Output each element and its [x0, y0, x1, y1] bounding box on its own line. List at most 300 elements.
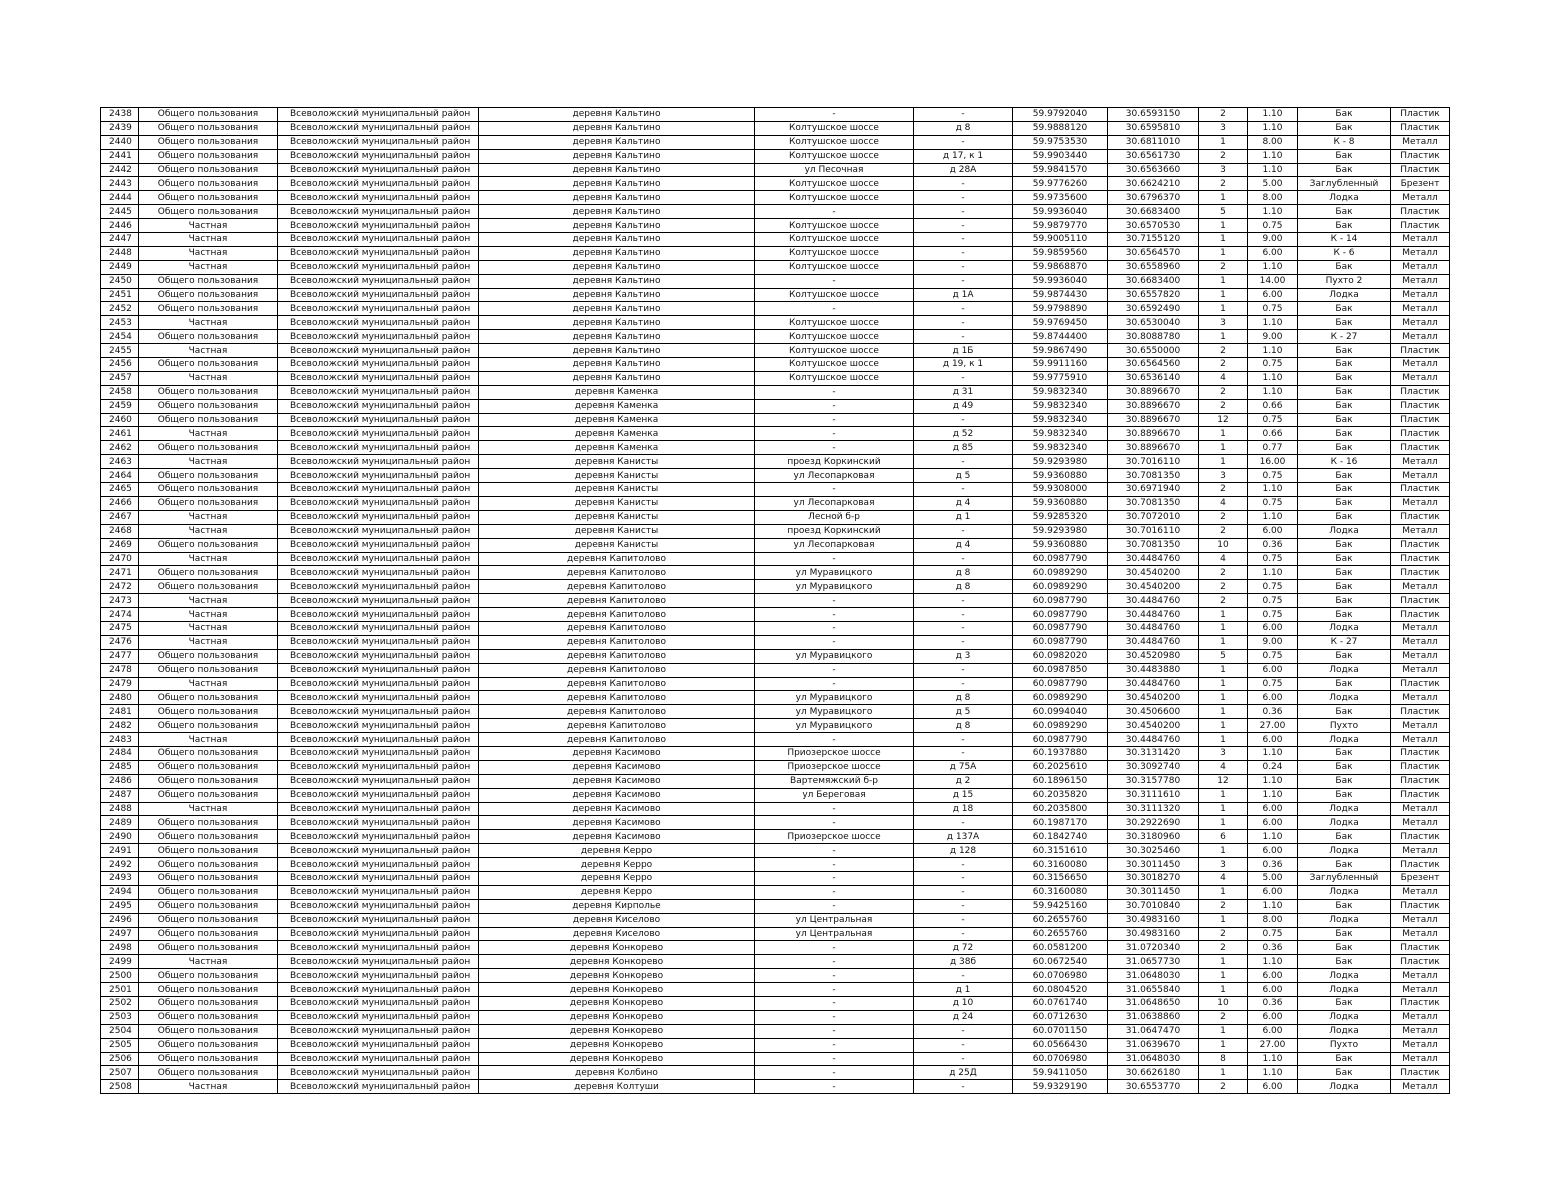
ownership-cell: Общего пользования [139, 274, 278, 288]
container-count-cell: 12 [1199, 413, 1248, 427]
volume-cell: 0.66 [1248, 427, 1298, 441]
container-count-cell: 3 [1199, 469, 1248, 483]
container-count-cell: 1 [1199, 955, 1248, 969]
ownership-cell: Общего пользования [139, 1024, 278, 1038]
ownership-cell: Частная [139, 552, 278, 566]
volume-cell: 6.00 [1248, 983, 1298, 997]
house-cell: - [914, 524, 1013, 538]
ownership-cell: Частная [139, 733, 278, 747]
volume-cell: 5.00 [1248, 871, 1298, 885]
house-cell: д 5 [914, 705, 1013, 719]
latitude-cell: 59.9005110 [1013, 233, 1108, 247]
ownership-cell: Частная [139, 455, 278, 469]
volume-cell: 6.00 [1248, 1010, 1298, 1024]
table-row [101, 455, 1450, 469]
material-cell: Металл [1391, 844, 1450, 858]
latitude-cell: 59.9936040 [1013, 274, 1108, 288]
volume-cell: 1.10 [1248, 121, 1298, 135]
latitude-cell: 60.2655760 [1013, 927, 1108, 941]
table-body [101, 108, 1450, 1094]
street-cell: - [755, 1066, 914, 1080]
container-count-cell: 2 [1199, 385, 1248, 399]
container-type-cell: Лодка [1298, 733, 1391, 747]
ownership-cell: Общего пользования [139, 399, 278, 413]
material-cell: Металл [1391, 913, 1450, 927]
material-cell: Пластик [1391, 1066, 1450, 1080]
settlement-cell: деревня Капитолово [479, 677, 755, 691]
street-cell: ул Центральная [755, 927, 914, 941]
ownership-cell: Частная [139, 316, 278, 330]
material-cell: Пластик [1391, 413, 1450, 427]
longitude-cell: 30.4484760 [1108, 552, 1199, 566]
street-cell: Колтушское шоссе [755, 121, 914, 135]
district-cell: Всеволожский муниципальный район [278, 941, 479, 955]
table-row [101, 621, 1450, 635]
volume-cell: 14.00 [1248, 274, 1298, 288]
container-type-cell: К - 14 [1298, 233, 1391, 247]
container-count-cell: 2 [1199, 358, 1248, 372]
table-row [101, 344, 1450, 358]
volume-cell: 6.00 [1248, 1080, 1298, 1094]
longitude-cell: 30.6593150 [1108, 108, 1199, 122]
container-count-cell: 4 [1199, 371, 1248, 385]
row-number-cell: 2459 [101, 399, 139, 413]
street-cell: ул Песочная [755, 163, 914, 177]
material-cell: Металл [1391, 455, 1450, 469]
ownership-cell: Общего пользования [139, 288, 278, 302]
street-cell: Колтушское шоссе [755, 330, 914, 344]
house-cell: д 8 [914, 719, 1013, 733]
container-count-cell: 1 [1199, 844, 1248, 858]
longitude-cell: 30.3111610 [1108, 788, 1199, 802]
table-row [101, 691, 1450, 705]
container-type-cell: Лодка [1298, 913, 1391, 927]
ownership-cell: Частная [139, 246, 278, 260]
longitude-cell: 30.6595810 [1108, 121, 1199, 135]
house-cell: - [914, 330, 1013, 344]
house-cell: - [914, 635, 1013, 649]
container-type-cell: Лодка [1298, 1080, 1391, 1094]
table-row [101, 649, 1450, 663]
house-cell: д 2 [914, 774, 1013, 788]
street-cell: - [755, 969, 914, 983]
container-count-cell: 2 [1199, 483, 1248, 497]
longitude-cell: 30.6561730 [1108, 149, 1199, 163]
settlement-cell: деревня Канисты [479, 496, 755, 510]
material-cell: Пластик [1391, 483, 1450, 497]
table-row [101, 288, 1450, 302]
longitude-cell: 30.6683400 [1108, 274, 1199, 288]
street-cell: - [755, 997, 914, 1011]
row-number-cell: 2438 [101, 108, 139, 122]
longitude-cell: 30.4983160 [1108, 927, 1199, 941]
ownership-cell: Общего пользования [139, 191, 278, 205]
district-cell: Всеволожский муниципальный район [278, 844, 479, 858]
house-cell: - [914, 191, 1013, 205]
container-count-cell: 1 [1199, 233, 1248, 247]
street-cell: - [755, 955, 914, 969]
district-cell: Всеволожский муниципальный район [278, 524, 479, 538]
material-cell: Пластик [1391, 899, 1450, 913]
settlement-cell: деревня Каменка [479, 441, 755, 455]
material-cell: Брезент [1391, 177, 1450, 191]
latitude-cell: 60.0982020 [1013, 649, 1108, 663]
ownership-cell: Общего пользования [139, 413, 278, 427]
settlement-cell: деревня Керро [479, 858, 755, 872]
row-number-cell: 2485 [101, 760, 139, 774]
container-count-cell: 2 [1199, 594, 1248, 608]
district-cell: Всеволожский муниципальный район [278, 246, 479, 260]
material-cell: Пластик [1391, 774, 1450, 788]
district-cell: Всеволожский муниципальный район [278, 538, 479, 552]
row-number-cell: 2505 [101, 1038, 139, 1052]
container-type-cell: Бак [1298, 566, 1391, 580]
longitude-cell: 30.3092740 [1108, 760, 1199, 774]
longitude-cell: 30.3111320 [1108, 802, 1199, 816]
row-number-cell: 2472 [101, 580, 139, 594]
row-number-cell: 2477 [101, 649, 139, 663]
district-cell: Всеволожский муниципальный район [278, 469, 479, 483]
settlement-cell: деревня Керро [479, 885, 755, 899]
container-type-cell: Бак [1298, 302, 1391, 316]
settlement-cell: деревня Кальтино [479, 163, 755, 177]
settlement-cell: деревня Капитолово [479, 663, 755, 677]
material-cell: Металл [1391, 927, 1450, 941]
container-type-cell: Бак [1298, 705, 1391, 719]
container-type-cell: Бак [1298, 552, 1391, 566]
district-cell: Всеволожский муниципальный район [278, 483, 479, 497]
latitude-cell: 60.2035800 [1013, 802, 1108, 816]
settlement-cell: деревня Капитолово [479, 705, 755, 719]
ownership-cell: Общего пользования [139, 1010, 278, 1024]
material-cell: Металл [1391, 191, 1450, 205]
street-cell: - [755, 1024, 914, 1038]
district-cell: Всеволожский муниципальный район [278, 1080, 479, 1094]
container-type-cell: Лодка [1298, 885, 1391, 899]
row-number-cell: 2484 [101, 746, 139, 760]
volume-cell: 1.10 [1248, 108, 1298, 122]
material-cell: Металл [1391, 274, 1450, 288]
row-number-cell: 2449 [101, 260, 139, 274]
district-cell: Всеволожский муниципальный район [278, 871, 479, 885]
container-count-cell: 1 [1199, 1024, 1248, 1038]
material-cell: Пластик [1391, 830, 1450, 844]
container-type-cell: Бак [1298, 399, 1391, 413]
row-number-cell: 2481 [101, 705, 139, 719]
house-cell: - [914, 969, 1013, 983]
house-cell: д 15 [914, 788, 1013, 802]
district-cell: Всеволожский муниципальный район [278, 358, 479, 372]
latitude-cell: 59.9753530 [1013, 135, 1108, 149]
volume-cell: 0.75 [1248, 677, 1298, 691]
container-type-cell: Бак [1298, 538, 1391, 552]
street-cell: - [755, 635, 914, 649]
table-row [101, 635, 1450, 649]
latitude-cell: 59.9832340 [1013, 385, 1108, 399]
district-cell: Всеволожский муниципальный район [278, 774, 479, 788]
material-cell: Пластик [1391, 441, 1450, 455]
latitude-cell: 59.9936040 [1013, 205, 1108, 219]
table-row [101, 469, 1450, 483]
district-cell: Всеволожский муниципальный район [278, 621, 479, 635]
settlement-cell: деревня Конкорево [479, 969, 755, 983]
row-number-cell: 2490 [101, 830, 139, 844]
settlement-cell: деревня Кальтино [479, 330, 755, 344]
row-number-cell: 2466 [101, 496, 139, 510]
table-row [101, 1066, 1450, 1080]
container-count-cell: 1 [1199, 191, 1248, 205]
container-count-cell: 1 [1199, 1066, 1248, 1080]
district-cell: Всеволожский муниципальный район [278, 413, 479, 427]
container-type-cell: К - 27 [1298, 635, 1391, 649]
container-type-cell: Бак [1298, 496, 1391, 510]
container-count-cell: 1 [1199, 733, 1248, 747]
material-cell: Металл [1391, 246, 1450, 260]
settlement-cell: деревня Кальтино [479, 233, 755, 247]
street-cell: ул Береговая [755, 788, 914, 802]
house-cell: д 10 [914, 997, 1013, 1011]
container-type-cell: Бак [1298, 427, 1391, 441]
settlement-cell: деревня Каменка [479, 399, 755, 413]
container-type-cell: Бак [1298, 580, 1391, 594]
house-cell: - [914, 899, 1013, 913]
longitude-cell: 31.0639670 [1108, 1038, 1199, 1052]
container-type-cell: Бак [1298, 385, 1391, 399]
settlement-cell: деревня Керро [479, 844, 755, 858]
volume-cell: 0.36 [1248, 705, 1298, 719]
ownership-cell: Общего пользования [139, 135, 278, 149]
container-count-cell: 1 [1199, 691, 1248, 705]
table-row [101, 163, 1450, 177]
latitude-cell: 59.9360880 [1013, 496, 1108, 510]
container-count-cell: 3 [1199, 746, 1248, 760]
longitude-cell: 30.4484760 [1108, 677, 1199, 691]
container-count-cell: 5 [1199, 205, 1248, 219]
volume-cell: 0.75 [1248, 358, 1298, 372]
longitude-cell: 30.6550000 [1108, 344, 1199, 358]
container-type-cell: Бак [1298, 205, 1391, 219]
settlement-cell: деревня Кальтино [479, 358, 755, 372]
container-type-cell: Лодка [1298, 621, 1391, 635]
latitude-cell: 60.0804520 [1013, 983, 1108, 997]
container-count-cell: 3 [1199, 121, 1248, 135]
street-cell: - [755, 302, 914, 316]
material-cell: Пластик [1391, 538, 1450, 552]
ownership-cell: Частная [139, 260, 278, 274]
table-row [101, 219, 1450, 233]
table-row [101, 1080, 1450, 1094]
house-cell: - [914, 205, 1013, 219]
settlement-cell: деревня Конкорево [479, 955, 755, 969]
container-count-cell: 12 [1199, 774, 1248, 788]
table-row [101, 233, 1450, 247]
house-cell: д 17, к 1 [914, 149, 1013, 163]
ownership-cell: Общего пользования [139, 913, 278, 927]
latitude-cell: 59.9841570 [1013, 163, 1108, 177]
container-count-cell: 2 [1199, 149, 1248, 163]
container-type-cell: Заглубленный [1298, 871, 1391, 885]
row-number-cell: 2500 [101, 969, 139, 983]
material-cell: Металл [1391, 983, 1450, 997]
row-number-cell: 2482 [101, 719, 139, 733]
longitude-cell: 31.0648030 [1108, 1052, 1199, 1066]
ownership-cell: Общего пользования [139, 969, 278, 983]
row-number-cell: 2455 [101, 344, 139, 358]
street-cell: Колтушское шоссе [755, 135, 914, 149]
settlement-cell: деревня Кальтино [479, 121, 755, 135]
longitude-cell: 30.8896670 [1108, 427, 1199, 441]
volume-cell: 1.10 [1248, 260, 1298, 274]
street-cell: - [755, 677, 914, 691]
house-cell: д 1Б [914, 344, 1013, 358]
table-row [101, 108, 1450, 122]
container-count-cell: 2 [1199, 580, 1248, 594]
settlement-cell: деревня Конкорево [479, 997, 755, 1011]
longitude-cell: 30.6563660 [1108, 163, 1199, 177]
ownership-cell: Общего пользования [139, 885, 278, 899]
latitude-cell: 60.1896150 [1013, 774, 1108, 788]
table-row [101, 844, 1450, 858]
district-cell: Всеволожский муниципальный район [278, 260, 479, 274]
settlement-cell: деревня Кальтино [479, 246, 755, 260]
settlement-cell: деревня Конкорево [479, 1010, 755, 1024]
settlement-cell: деревня Каменка [479, 427, 755, 441]
row-number-cell: 2460 [101, 413, 139, 427]
ownership-cell: Частная [139, 677, 278, 691]
settlement-cell: деревня Кальтино [479, 205, 755, 219]
settlement-cell: деревня Конкорево [479, 1024, 755, 1038]
row-number-cell: 2501 [101, 983, 139, 997]
volume-cell: 1.10 [1248, 149, 1298, 163]
ownership-cell: Общего пользования [139, 705, 278, 719]
house-cell: - [914, 219, 1013, 233]
table-row [101, 941, 1450, 955]
material-cell: Пластик [1391, 746, 1450, 760]
volume-cell: 1.10 [1248, 746, 1298, 760]
container-type-cell: Лодка [1298, 691, 1391, 705]
volume-cell: 0.75 [1248, 552, 1298, 566]
ownership-cell: Общего пользования [139, 441, 278, 455]
street-cell: - [755, 608, 914, 622]
settlement-cell: деревня Касимово [479, 760, 755, 774]
container-count-cell: 1 [1199, 983, 1248, 997]
district-cell: Всеволожский муниципальный район [278, 788, 479, 802]
street-cell: - [755, 983, 914, 997]
ownership-cell: Общего пользования [139, 358, 278, 372]
container-type-cell: Бак [1298, 788, 1391, 802]
material-cell: Металл [1391, 358, 1450, 372]
table-row [101, 121, 1450, 135]
latitude-cell: 60.3160080 [1013, 885, 1108, 899]
volume-cell: 1.10 [1248, 371, 1298, 385]
district-cell: Всеволожский муниципальный район [278, 635, 479, 649]
settlement-cell: деревня Капитолово [479, 621, 755, 635]
settlement-cell: деревня Конкорево [479, 983, 755, 997]
latitude-cell: 59.9792040 [1013, 108, 1108, 122]
container-type-cell: Бак [1298, 344, 1391, 358]
container-type-cell: Бак [1298, 483, 1391, 497]
container-type-cell: Бак [1298, 108, 1391, 122]
container-count-cell: 2 [1199, 1010, 1248, 1024]
settlement-cell: деревня Касимово [479, 774, 755, 788]
volume-cell: 6.00 [1248, 288, 1298, 302]
ownership-cell: Частная [139, 344, 278, 358]
row-number-cell: 2502 [101, 997, 139, 1011]
longitude-cell: 30.7072010 [1108, 510, 1199, 524]
row-number-cell: 2506 [101, 1052, 139, 1066]
district-cell: Всеволожский муниципальный район [278, 233, 479, 247]
table-row [101, 358, 1450, 372]
district-cell: Всеволожский муниципальный район [278, 858, 479, 872]
district-cell: Всеволожский муниципальный район [278, 802, 479, 816]
volume-cell: 0.36 [1248, 858, 1298, 872]
container-type-cell: Бак [1298, 1066, 1391, 1080]
street-cell: - [755, 427, 914, 441]
material-cell: Металл [1391, 969, 1450, 983]
street-cell: Колтушское шоссе [755, 246, 914, 260]
street-cell: - [755, 441, 914, 455]
table-row [101, 177, 1450, 191]
ownership-cell: Общего пользования [139, 871, 278, 885]
material-cell: Пластик [1391, 399, 1450, 413]
ownership-cell: Общего пользования [139, 983, 278, 997]
container-type-cell: Бак [1298, 413, 1391, 427]
container-type-cell: Бак [1298, 441, 1391, 455]
settlement-cell: деревня Капитолово [479, 608, 755, 622]
container-type-cell: Лодка [1298, 663, 1391, 677]
latitude-cell: 59.9798890 [1013, 302, 1108, 316]
row-number-cell: 2478 [101, 663, 139, 677]
district-cell: Всеволожский муниципальный район [278, 288, 479, 302]
latitude-cell: 59.9911160 [1013, 358, 1108, 372]
row-number-cell: 2442 [101, 163, 139, 177]
container-type-cell: Бак [1298, 358, 1391, 372]
container-count-cell: 1 [1199, 135, 1248, 149]
material-cell: Металл [1391, 371, 1450, 385]
settlement-cell: деревня Кальтино [479, 219, 755, 233]
latitude-cell: 60.2655760 [1013, 913, 1108, 927]
material-cell: Пластик [1391, 149, 1450, 163]
district-cell: Всеволожский муниципальный район [278, 219, 479, 233]
house-cell: - [914, 621, 1013, 635]
latitude-cell: 59.8744400 [1013, 330, 1108, 344]
street-cell: ул Лесопарковая [755, 496, 914, 510]
house-cell: - [914, 1052, 1013, 1066]
ownership-cell: Общего пользования [139, 538, 278, 552]
street-cell: - [755, 594, 914, 608]
latitude-cell: 60.0989290 [1013, 566, 1108, 580]
street-cell: - [755, 816, 914, 830]
latitude-cell: 60.3151610 [1013, 844, 1108, 858]
settlement-cell: деревня Касимово [479, 788, 755, 802]
container-type-cell: Бак [1298, 858, 1391, 872]
latitude-cell: 59.9832340 [1013, 427, 1108, 441]
ownership-cell: Общего пользования [139, 663, 278, 677]
material-cell: Металл [1391, 1024, 1450, 1038]
latitude-cell: 60.0987790 [1013, 552, 1108, 566]
volume-cell: 0.75 [1248, 649, 1298, 663]
street-cell: - [755, 733, 914, 747]
container-count-cell: 3 [1199, 316, 1248, 330]
longitude-cell: 30.6564570 [1108, 246, 1199, 260]
longitude-cell: 30.8088780 [1108, 330, 1199, 344]
district-cell: Всеволожский муниципальный район [278, 149, 479, 163]
ownership-cell: Общего пользования [139, 858, 278, 872]
material-cell: Металл [1391, 733, 1450, 747]
house-cell: - [914, 608, 1013, 622]
longitude-cell: 30.3018270 [1108, 871, 1199, 885]
ownership-cell: Частная [139, 219, 278, 233]
